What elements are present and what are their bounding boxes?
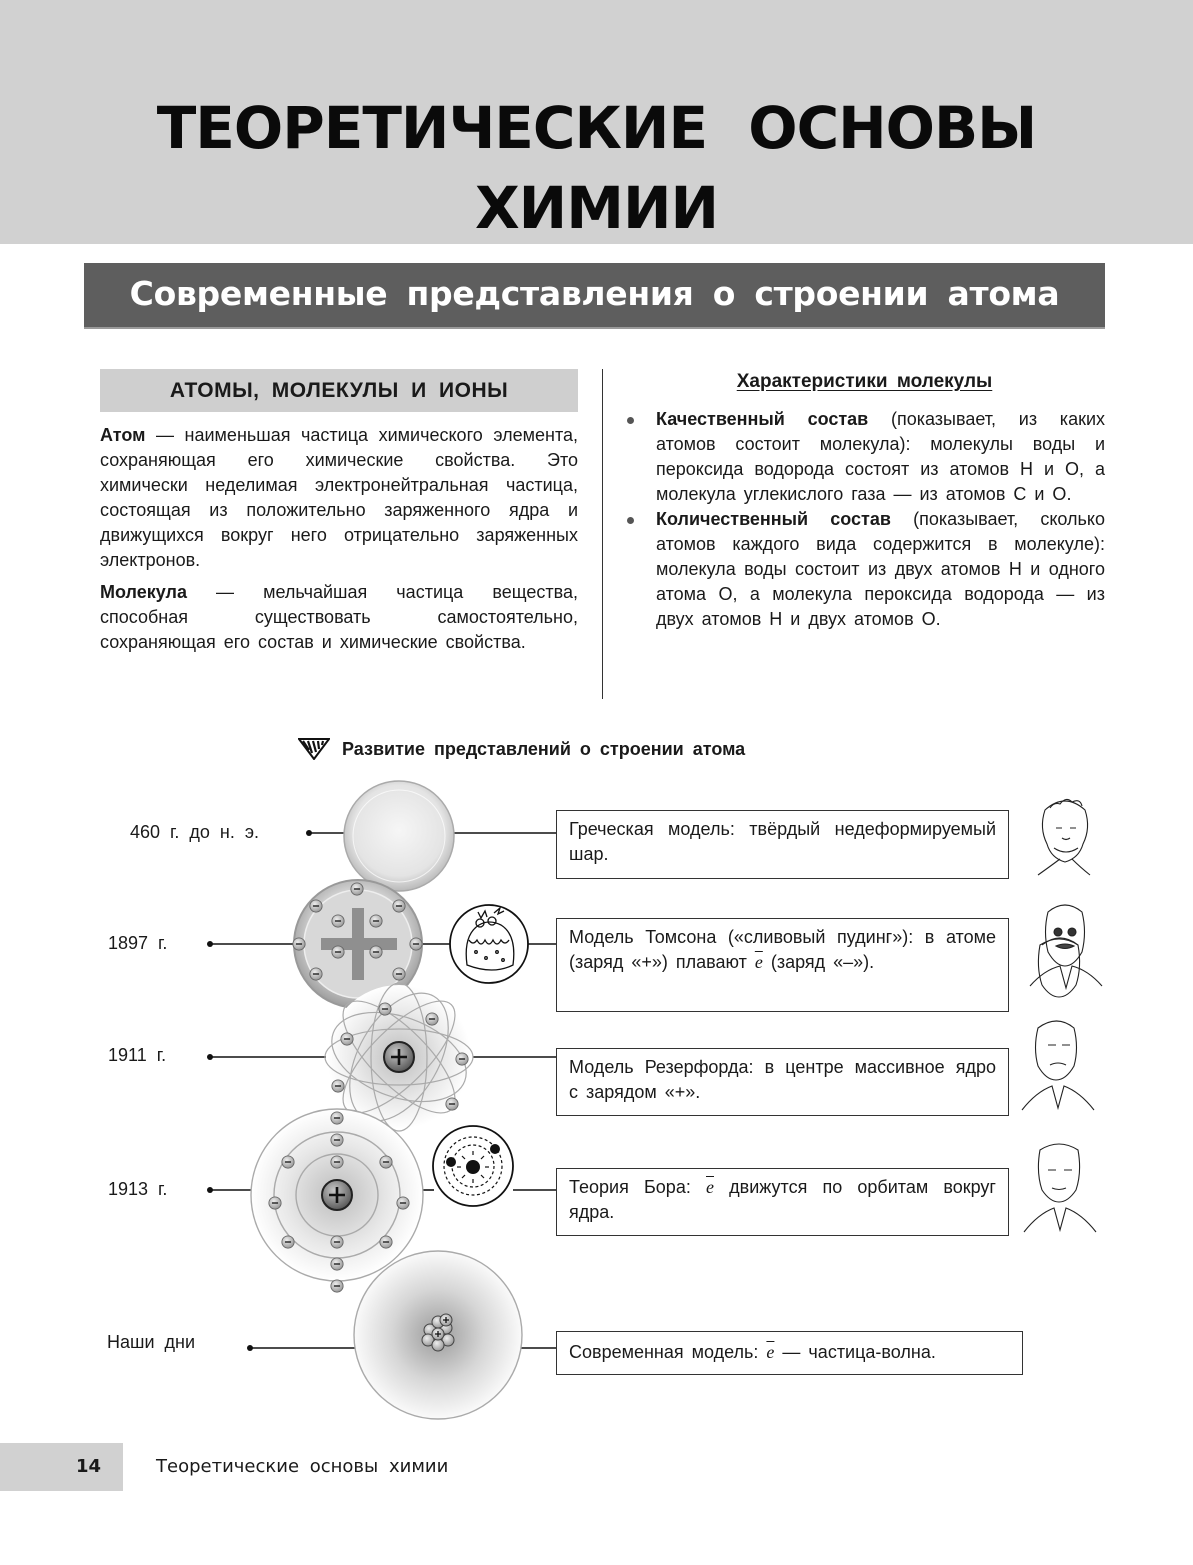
electron-symbol: $\overline{e}$	[754, 952, 763, 972]
atom-definition	[100, 423, 578, 573]
description-text: Современная модель:	[569, 1342, 767, 1362]
molecule-characteristics-heading: Характеристики молекулы	[736, 371, 993, 392]
year-label: 1913 г.	[108, 1179, 168, 1199]
left-column	[100, 369, 578, 655]
list-item	[624, 407, 1105, 507]
year-label: 460 г. до н. э.	[130, 822, 260, 842]
bullet-text: (показывает, из каких атомов состоит молекула): молекулы воды и пероксида водорода состоят из атомов Н и О, а молекула углекислого газа — из атомов С и О.	[656, 409, 1106, 504]
model-description	[556, 810, 1009, 879]
description-text: — частица-волна.	[774, 1342, 936, 1362]
model-description	[556, 918, 1009, 1012]
year-label: 1897 г.	[108, 933, 168, 953]
characteristics-list	[624, 407, 1105, 632]
chapter-title-line-2: ХИМИИ	[474, 174, 719, 242]
hatched-triangle-icon	[298, 738, 330, 760]
molecule-definition-text: — мельчайшая частица вещества, способная существовать самостоятельно, сохраняющая его состав и химические свойства.	[100, 582, 578, 652]
description-text: движутся по орбитам вокруг ядра.	[569, 1177, 996, 1222]
electron-cloud-atom-icon	[354, 1251, 522, 1419]
rutherford-portrait-icon	[1022, 1021, 1094, 1110]
running-title: Теоретические основы химии	[156, 1456, 449, 1477]
electron-symbol: $\overline{e}$	[766, 1342, 775, 1362]
bullet-text: (показывает, сколько атомов каждого вида содержится в молекуле): молекула воды состоит из двух атомов Н и одного атома О, а молекула пероксида водорода — из двух атомов Н и двух атомов О.	[656, 509, 1106, 629]
chapter-title-line-1: ТЕОРЕТИЧЕСКИЕ ОСНОВЫ	[156, 94, 1037, 162]
pudding-icon	[450, 905, 528, 983]
chapter-title	[0, 88, 1193, 248]
right-column	[624, 369, 1105, 632]
solid-sphere-icon	[344, 781, 454, 891]
atoms-molecules-ions-heading: АТОМЫ, МОЛЕКУЛЫ И ИОНЫ	[100, 369, 578, 412]
bohr-portrait-figure	[1024, 1144, 1096, 1232]
model-description	[556, 1048, 1009, 1116]
molecule-definition	[100, 580, 578, 655]
democritus-portrait-icon	[1038, 799, 1090, 875]
diagram-title-text: Развитие представлений о строении атома	[342, 738, 746, 759]
atom-definition-text: — наименьшая частица химического элемента, сохраняющая его химические свойства. Это химически неделимая электронейтральная частица, состоящая из положительно заряженного ядра и движущихся вокруг него отрицательно заряженных электронов.	[100, 425, 578, 570]
model-description	[556, 1331, 1023, 1375]
year-label: 1911 г.	[108, 1045, 167, 1065]
page-number: 14	[75, 1456, 101, 1477]
chapter-header-band	[0, 0, 1193, 244]
electron-symbol: $\overline{e}$	[706, 1177, 714, 1197]
list-item	[624, 507, 1105, 632]
timeline-row-modern	[247, 1251, 556, 1419]
description-text: Греческая модель: твёрдый недеформируемый шар.	[569, 819, 996, 864]
description-text: Модель Томсона («сливовый пудинг»): в атоме (заряд «+») плавают	[569, 927, 996, 972]
description-text: (заряд «–»).	[762, 952, 875, 972]
year-label: Наши дни	[107, 1332, 196, 1352]
bullet-term: Качественный состав	[656, 409, 869, 429]
description-text: Теория Бора:	[569, 1177, 706, 1197]
bullet-term: Количественный состав	[656, 509, 891, 529]
page-number-tab	[0, 1443, 123, 1491]
molecule-term: Молекула	[100, 582, 187, 602]
section-title: Современные представления о строении атома	[129, 274, 1060, 313]
diagram-title	[298, 737, 745, 761]
thomson-portrait-icon	[1030, 905, 1102, 988]
column-divider	[602, 369, 603, 699]
atom-term: Атом	[100, 425, 146, 445]
orbit-diagram-icon	[433, 1126, 513, 1206]
section-header-band	[84, 263, 1105, 329]
atom-models-timeline	[0, 780, 1193, 1420]
model-description	[556, 1168, 1009, 1236]
bullet-icon	[627, 417, 634, 424]
description-text: Модель Резерфорда: в центре массивное ядро с зарядом «+».	[569, 1057, 996, 1102]
bullet-icon	[627, 517, 634, 524]
